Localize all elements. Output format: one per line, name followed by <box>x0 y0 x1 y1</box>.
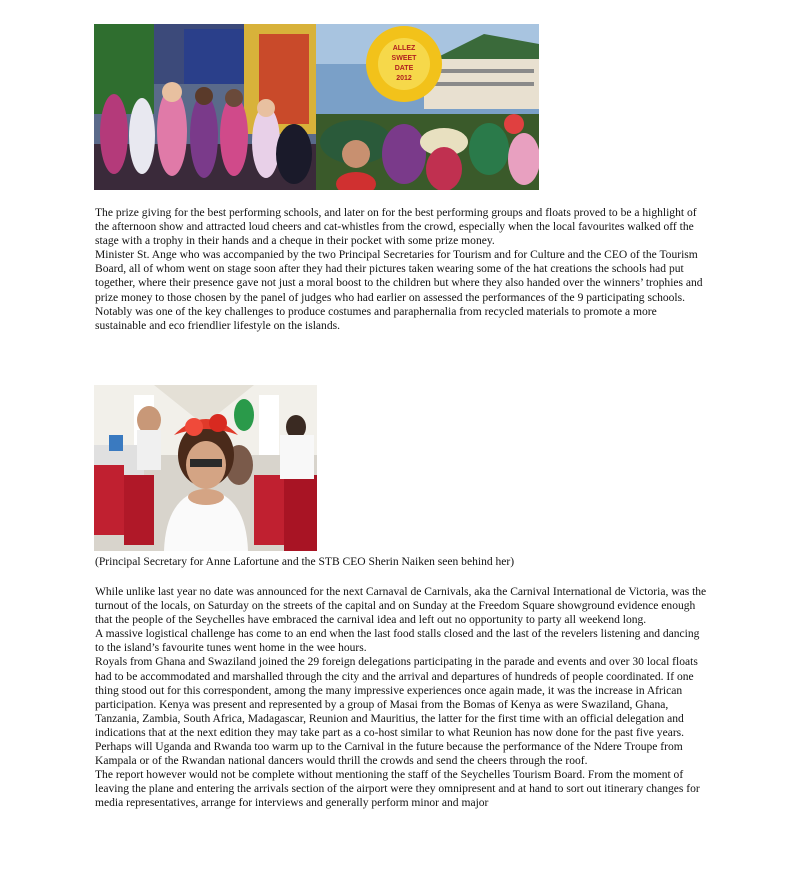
sign-text-line-1: ALLEZ <box>392 45 416 52</box>
sign-text-line-2: SWEET <box>391 55 417 62</box>
principal-secretary-photo <box>94 385 317 551</box>
carnival-photo-image <box>94 24 539 190</box>
paragraph-tourism-board-staff: The report however would not be complete without mentioning the staff of the Seychelles Tourism Board. From the moment of leaving the plane and entering the arrivals section of the airport were they omnipresent and at hand to sort out itinerary changes for media representatives, arrange for interviews and generally perform minor and major <box>95 769 700 810</box>
article-text-bottom <box>95 585 707 811</box>
sign-text-line-4: 2012 <box>396 75 412 82</box>
paragraph-logistical-challenge: A massive logistical challenge has come to an end when the last food stalls closed and the last of the revelers listening and dancing to the island’s favourite tunes went home in the wee hours. <box>95 628 700 655</box>
article-text-top <box>95 206 707 333</box>
carnival-photo-collage <box>94 24 539 190</box>
paragraph-minister-st-ange: Minister St. Ange who was accompanied by the two Principal Secretaries for Tourism and for Culture and the CEO of the Tourism Board, all of whom went on stage soon after they had their pictures taken wearing some of the hat creations the schools had put together, where their presence gave not just a moral boost to the children but where they also handed over the winners’ trophies and prize money to those chosen by the panel of judges who had earlier on assessed the performances of the 9 participating schools. Notably was one of the key challenges to produce costumes and paraphernalia from recycled materials to promote a more sustainable and eco friendlier lifestyle on the islands. <box>95 249 703 332</box>
principal-secretary-image <box>94 385 317 551</box>
sign-text-line-3: DATE <box>394 65 414 72</box>
photo-caption: (Principal Secretary for Anne Lafortune and the STB CEO Sherin Naiken seen behind her) <box>95 556 515 568</box>
paragraph-carnival-turnout: While unlike last year no date was announced for the next Carnaval de Carnivals, aka the Carnival International de Victoria, was the turnout of the locals, on Saturday on the streets of the capital and on Sunday at the Freedom Square showground evidence enough that the people of the Seychelles have embraced the carnival idea and left out no opportunity to party all weekend long. <box>95 586 707 627</box>
paragraph-royals-delegations: Royals from Ghana and Swaziland joined the 29 foreign delegations participating in the parade and events and over 30 local floats had to be accommodated and marshalled through the city and the arrival and departures of hundreds of people coordinated. If one thing stood out for this correspondent, among the many impressive experiences once again made, it was the increase in African participation. Kenya was present and represented by a group of Masai from the Bomas of Kenya as were Swaziland, Ghana, Tanzania, Zambia, South Africa, Madagascar, Reunion and Mauritius, the latter for the first time with an official delegation and indications that at the next edition they may take part as a co-host similar to what Reunion has now done for the past five years. Perhaps will Uganda and Rwanda too warm up to the Carnival in the future because the performance of the Ndere Troupe from Kampala or of the Rwandan national dancers would thrill the crowds and send the cheers through the roof. <box>95 656 698 768</box>
paragraph-prize-giving: The prize giving for the best performing schools, and later on for the best performing groups and floats proved to be a highlight of the afternoon show and attracted loud cheers and cat-whistles from the crowd, especially when the local favourites walked off the stage with a trophy in their hands and a cheque in their pocket with some prize money. <box>95 207 697 248</box>
